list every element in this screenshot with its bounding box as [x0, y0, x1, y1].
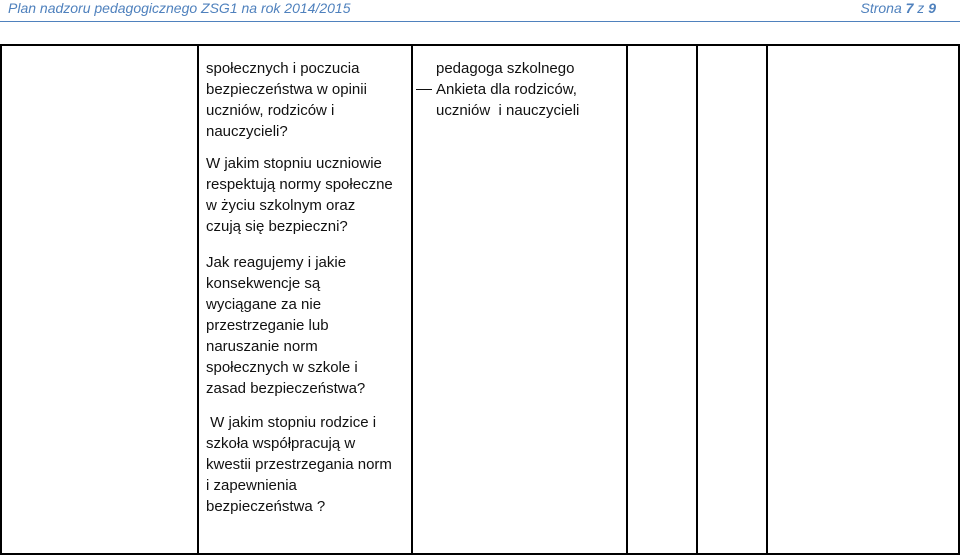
page-current: 7: [905, 0, 914, 16]
table-column-divider: [197, 44, 199, 555]
header-rule: [0, 21, 960, 22]
page-prefix: Strona: [860, 0, 906, 16]
question-line: nauczycieli?: [206, 123, 288, 140]
methods-block: [436, 58, 579, 121]
question-block: [206, 58, 367, 142]
table-column-divider: [411, 44, 413, 555]
question-line: szkoła współpracują w: [206, 435, 356, 452]
question-line: przestrzeganie lub: [206, 317, 329, 334]
question-line: wyciągane za nie: [206, 296, 322, 313]
question-line: społecznych w szkole i: [206, 359, 358, 376]
question-block: [206, 252, 365, 399]
table-column-divider: [696, 44, 698, 555]
bullet-dash-icon: [416, 89, 432, 90]
question-line: W jakim stopniu uczniowie: [206, 155, 382, 172]
question-line: zasad bezpieczeństwa?: [206, 380, 366, 397]
question-line: bezpieczeństwa w opinii: [206, 81, 367, 98]
question-line: konsekwencje są: [206, 275, 321, 292]
table-column-divider: [766, 44, 768, 555]
table-column-divider: [626, 44, 628, 555]
methods-line: pedagoga szkolnego: [436, 60, 575, 77]
document-title: Plan nadzoru pedagogicznego ZSG1 na rok 2014/2015: [8, 0, 351, 16]
table-border-left: [0, 44, 2, 555]
methods-line: [436, 79, 579, 100]
page-separator: z: [913, 0, 929, 16]
question-line: w życiu szkolnym oraz: [206, 197, 356, 214]
question-block: [206, 412, 392, 517]
question-line: W jakim stopniu rodzice i: [206, 414, 377, 431]
question-line: i zapewnienia: [206, 477, 297, 494]
question-line: naruszanie norm: [206, 338, 318, 355]
question-line: Jak reagujemy i jakie: [206, 254, 347, 271]
methods-line: uczniów i nauczycieli: [436, 102, 580, 119]
question-line: kwestii przestrzegania norm: [206, 456, 392, 473]
question-line: uczniów, rodziców i: [206, 102, 335, 119]
question-line: społecznych i poczucia: [206, 60, 360, 77]
question-line: bezpieczeństwa ?: [206, 498, 326, 515]
question-line: respektują normy społeczne: [206, 176, 393, 193]
page-total: 9: [928, 0, 936, 16]
question-block: [206, 153, 393, 237]
methods-line-text: Ankieta dla rodziców,: [436, 81, 577, 98]
question-line: czują się bezpieczni?: [206, 218, 348, 235]
page-number: [860, 0, 936, 16]
